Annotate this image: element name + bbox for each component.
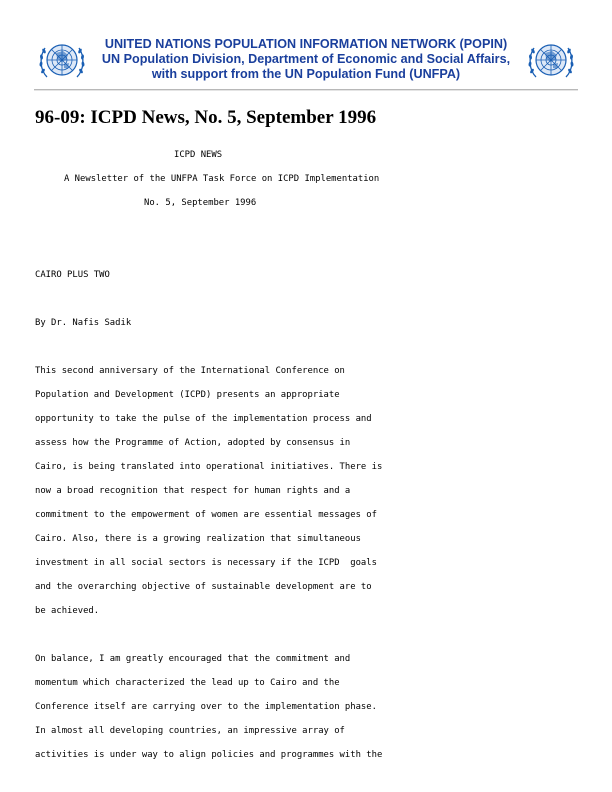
masthead-issue: No. 5, September 1996 (144, 198, 257, 208)
paragraph-line: momentum which characterized the lead up to Cairo and the (35, 678, 340, 688)
newsletter-body (35, 143, 595, 767)
paragraph-line: activities is under way to align policies and programmes with the (35, 750, 383, 760)
blank-line (35, 215, 595, 239)
paragraph-line: Population and Development (ICPD) presents an appropriate (35, 390, 340, 400)
paragraph-line: opportunity to take the pulse of the implementation process and (35, 414, 372, 424)
blank-line (35, 239, 595, 263)
popin-banner (92, 37, 520, 82)
paragraph-line: On balance, I am greatly encouraged that the commitment and (35, 654, 351, 664)
header-divider (34, 89, 578, 91)
paragraph-line: investment in all social sectors is necessary if the ICPD goals (35, 558, 377, 568)
byline: By Dr. Nafis Sadik (35, 318, 132, 328)
banner-line-division: UN Population Division, Department of Economic and Social Affairs, (101, 52, 511, 66)
blank-line (35, 335, 595, 359)
paragraph-line: assess how the Programme of Action, adopted by consensus in (35, 438, 351, 448)
banner-line-network: UNITED NATIONS POPULATION INFORMATION NETWORK (POPIN) (104, 37, 508, 51)
un-emblem-right-icon (526, 37, 576, 85)
banner-line-support: with support from the UN Population Fund (UNFPA) (151, 67, 461, 81)
masthead-subtitle: A Newsletter of the UNFPA Task Force on ICPD Implementation (64, 174, 380, 184)
section-title: CAIRO PLUS TWO (35, 270, 110, 280)
un-emblem-left-icon (37, 37, 87, 85)
paragraph-line: now a broad recognition that respect for human rights and a (35, 486, 351, 496)
blank-line (35, 623, 595, 647)
paragraph-line: Cairo, is being translated into operational initiatives. There is (35, 462, 383, 472)
paragraph-line: be achieved. (35, 606, 100, 616)
document-title: 96-09: ICPD News, No. 5, September 1996 (35, 107, 377, 128)
paragraph-line: Conference itself are carrying over to the implementation phase. (35, 702, 377, 712)
blank-line (35, 287, 595, 311)
paragraph-line: This second anniversary of the International Conference on (35, 366, 345, 376)
paragraph-line: and the overarching objective of sustainable development are to (35, 582, 372, 592)
paragraph-line: Cairo. Also, there is a growing realization that simultaneous (35, 534, 361, 544)
paragraph-line: In almost all developing countries, an impressive array of (35, 726, 345, 736)
masthead-name: ICPD NEWS (174, 150, 223, 160)
paragraph-line: commitment to the empowerment of women are essential messages of (35, 510, 377, 520)
